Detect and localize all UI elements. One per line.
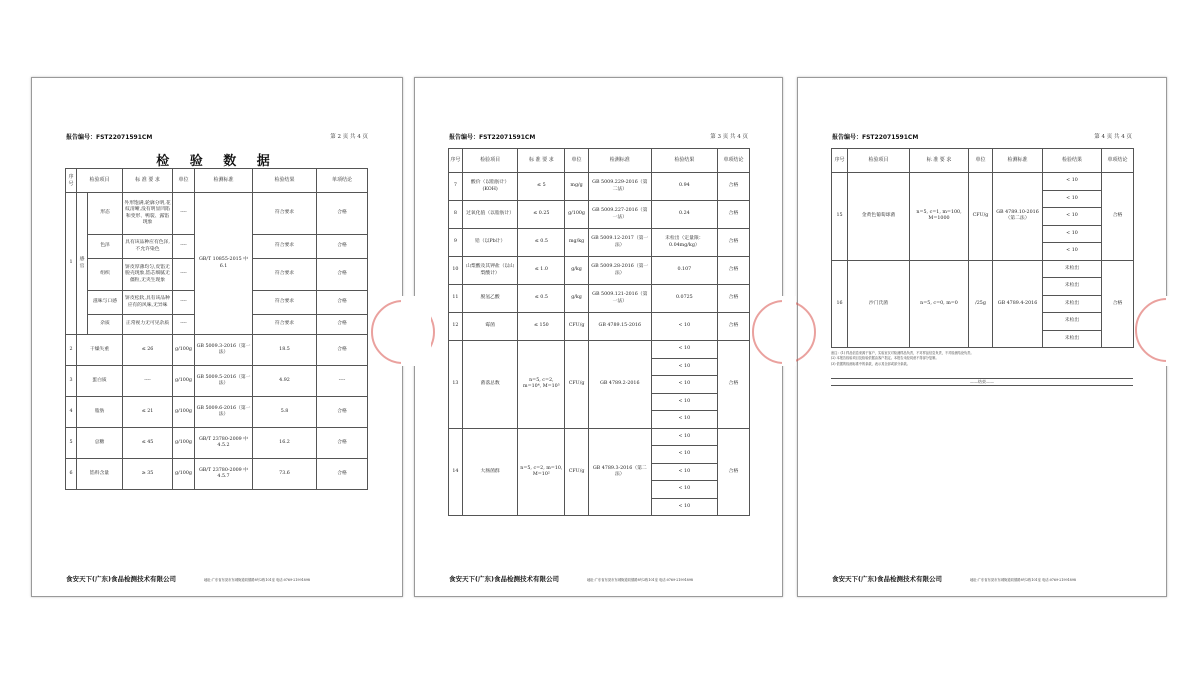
item-name: 干燥失重: [77, 335, 123, 366]
footer-address: 地址:广东省东莞市东城街道同德路8号2栋101室 电话:0769-21991898: [204, 578, 310, 582]
unit: mg/kg: [565, 229, 588, 257]
result: < 10: [651, 313, 717, 341]
unit: g/100g: [173, 459, 195, 490]
col-header: 检测标准: [588, 149, 651, 173]
item-name: 组织: [88, 259, 123, 291]
result: 未检出: [1043, 295, 1102, 313]
unit: CFU/g: [969, 173, 993, 261]
col-header: 单位: [969, 149, 993, 173]
requirement: ≤ 150: [518, 313, 565, 341]
test-standard: GB/T 23780-2009 中 4.5.2: [195, 428, 253, 459]
table-row: [66, 335, 368, 366]
report-page-2: [31, 77, 403, 597]
row-number: 15: [832, 173, 848, 261]
result: < 10: [651, 411, 717, 429]
col-header: 检验结果: [1043, 149, 1102, 173]
requirement: ----: [123, 366, 173, 397]
requirement: ≤ 0.5: [518, 285, 565, 313]
note-line: (2) 本报告检验项目及检验依据由客户指定。本报告未经同意不得部分复制。: [831, 356, 939, 361]
item-name: 山梨酸及其钾盐（以山梨酸计）: [462, 257, 518, 285]
test-standard: GB 4789.15-2016: [588, 313, 651, 341]
requirement: ≤ 45: [123, 428, 173, 459]
table-row: [449, 313, 750, 341]
results-table: [448, 148, 750, 516]
note-line: 备注：(1) 样品信息来源于客户，实验室仅对检测样品负责，不对样品信息负责，不对检测结论负责。: [831, 351, 974, 355]
results-table: [831, 148, 1134, 348]
test-standard: GB 4789.10-2016（第二法）: [993, 173, 1043, 261]
result: < 10: [651, 393, 717, 411]
unit: CFU/g: [565, 313, 588, 341]
item-name: 滋味与口感: [88, 291, 123, 315]
col-header: 检验结果: [651, 149, 717, 173]
test-standard: GB 5009.121-2016（第一法）: [588, 285, 651, 313]
end-mark: ——结束——: [831, 378, 1133, 386]
test-standard: GB 5009.5-2016（第一法）: [195, 366, 253, 397]
unit: g/100g: [173, 397, 195, 428]
result: < 10: [651, 498, 717, 516]
col-header: 序号: [66, 169, 77, 193]
result: 未检出: [1043, 330, 1102, 348]
test-standard: GB 5009.6-2016（第一法）: [195, 397, 253, 428]
conclusion: 合格: [317, 235, 368, 259]
report-notes: [831, 351, 1133, 367]
result: 0.107: [651, 257, 717, 285]
row-number: 12: [449, 313, 463, 341]
row-number: 1: [66, 193, 77, 335]
report-page-4: [797, 77, 1167, 597]
col-header: 单项结论: [317, 169, 368, 193]
unit: ----: [173, 193, 195, 235]
group-label: 感官: [77, 193, 88, 335]
table-row: [449, 229, 750, 257]
page-title: 检 验 数 据: [156, 154, 278, 169]
table-row: [66, 193, 368, 235]
result: 符合要求: [253, 235, 317, 259]
unit: g/100g: [565, 201, 588, 229]
col-header: 单位: [173, 169, 195, 193]
conclusion: 合格: [717, 341, 749, 429]
requirement: n=5, c=2, m=10⁴, M=10⁵: [518, 341, 565, 429]
col-header: 序号: [832, 149, 848, 173]
result: 符合要求: [253, 193, 317, 235]
result: 4.92: [253, 366, 317, 397]
table-row: [66, 397, 368, 428]
test-standard: GB 4789.2-2016: [588, 341, 651, 429]
item-name: 馅料含量: [77, 459, 123, 490]
test-standard: GB 5009.3-2016（第一法）: [195, 335, 253, 366]
row-number: 13: [449, 341, 463, 429]
requirement: ≤ 0.5: [518, 229, 565, 257]
row-number: 7: [449, 173, 463, 201]
result: 符合要求: [253, 315, 317, 335]
conclusion: ----: [317, 366, 368, 397]
result: 0.24: [651, 201, 717, 229]
unit: CFU/g: [565, 341, 588, 429]
result: 16.2: [253, 428, 317, 459]
conclusion: 合格: [317, 397, 368, 428]
result: 未检出: [1043, 278, 1102, 296]
table-row: [66, 428, 368, 459]
col-header: 检验项目: [848, 149, 910, 173]
conclusion: 合格: [317, 259, 368, 291]
result: < 10: [651, 463, 717, 481]
result: < 10: [651, 358, 717, 376]
table-row: [449, 173, 750, 201]
conclusion: 合格: [1102, 173, 1134, 261]
item-name: 杂质: [88, 315, 123, 335]
conclusion: 合格: [317, 193, 368, 235]
row-number: 9: [449, 229, 463, 257]
result: < 10: [651, 428, 717, 446]
page-number: 第 2 页 共 4 页: [330, 134, 368, 140]
item-name: 形态: [88, 193, 123, 235]
result: 5.8: [253, 397, 317, 428]
row-number: 16: [832, 260, 848, 348]
table-row: [449, 201, 750, 229]
conclusion: 合格: [717, 173, 749, 201]
result: < 10: [1043, 208, 1102, 226]
result: < 10: [1043, 243, 1102, 261]
report-page-3: [414, 77, 783, 597]
conclusion: 合格: [717, 257, 749, 285]
row-number: 14: [449, 428, 463, 516]
row-number: 8: [449, 201, 463, 229]
requirement: 外形饱满,轮廓分明,花纹清晰,没有明显凹陷和变形、鸭裂、露馅现象: [123, 193, 173, 235]
item-name: 脱氢乙酸: [462, 285, 518, 313]
footer-company: 食安天下(广东)食品检测技术有限公司: [449, 575, 559, 583]
table-row: [449, 428, 750, 446]
report-number: 报告编号：FST22071591CM: [66, 134, 153, 141]
result: < 10: [651, 376, 717, 394]
conclusion: 合格: [317, 335, 368, 366]
test-standard: GB 5009.28-2016（第一法）: [588, 257, 651, 285]
test-standard: GB 5009.227-2016（第一法）: [588, 201, 651, 229]
item-name: 蛋白质: [77, 366, 123, 397]
requirement: ≤ 5: [518, 173, 565, 201]
row-number: 10: [449, 257, 463, 285]
item-name: 酸价（以脂肪计）(KOH): [462, 173, 518, 201]
page-gap: [1166, 296, 1198, 366]
col-header: 标 准 要 求: [123, 169, 173, 193]
item-name: 总糖: [77, 428, 123, 459]
result: < 10: [651, 341, 717, 359]
unit: g/100g: [173, 428, 195, 459]
item-name: 脂肪: [77, 397, 123, 428]
requirement: n=5, c=1, m=100, M=1000: [910, 173, 969, 261]
col-header: 单项结论: [1102, 149, 1134, 173]
result: 未检出: [1043, 313, 1102, 331]
note-line: (3) 依据的检测标准中的条款，表示其全部或部分条款。: [831, 361, 910, 366]
item-name: 金黄色葡萄球菌: [848, 173, 910, 261]
col-header: 单位: [565, 149, 588, 173]
col-header: 检测标准: [993, 149, 1043, 173]
requirement: n=5, c=2, m=10, M=10²: [518, 428, 565, 516]
table-row: [66, 366, 368, 397]
row-number: 4: [66, 397, 77, 428]
footer-company: 食安天下(广东)食品检测技术有限公司: [832, 575, 942, 583]
table-row: [66, 459, 368, 490]
report-number: 报告编号：FST22071591CM: [449, 134, 536, 141]
table-row: [832, 173, 1134, 191]
unit: ----: [173, 235, 195, 259]
col-header: 检测标准: [195, 169, 253, 193]
item-name: 过氧化值（以脂肪计）: [462, 201, 518, 229]
col-header: 检验项目: [462, 149, 518, 173]
table-row: [832, 260, 1134, 278]
result: 0.0725: [651, 285, 717, 313]
item-name: 大肠菌群: [462, 428, 518, 516]
requirement: 具有该品种应有色泽,不允许染色: [123, 235, 173, 259]
result: < 10: [651, 481, 717, 499]
conclusion: 合格: [317, 428, 368, 459]
requirement: ≥ 35: [123, 459, 173, 490]
result: 0.94: [651, 173, 717, 201]
result: 18.5: [253, 335, 317, 366]
footer-address: 地址:广东省东莞市东城街道同德路8号2栋101室 电话:0769-21991898: [587, 578, 693, 582]
unit: g/100g: [173, 335, 195, 366]
result: 73.6: [253, 459, 317, 490]
page-number: 第 3 页 共 4 页: [710, 134, 748, 140]
conclusion: 合格: [717, 313, 749, 341]
conclusion: 合格: [317, 459, 368, 490]
row-number: 2: [66, 335, 77, 366]
requirement: 饼皮厚薄均匀,皮馅无脱壳现象,馅芯细腻无僵粒,无夹生现象: [123, 259, 173, 291]
conclusion: 合格: [1102, 260, 1134, 348]
item-name: 菌落总数: [462, 341, 518, 429]
col-header: 序号: [449, 149, 463, 173]
col-header: 标 准 要 求: [518, 149, 565, 173]
row-number: 11: [449, 285, 463, 313]
conclusion: 合格: [317, 291, 368, 315]
item-name: 色泽: [88, 235, 123, 259]
col-header: 检验结果: [253, 169, 317, 193]
conclusion: 合格: [717, 428, 749, 516]
result: 未检出（定量限：0.04mg/kg）: [651, 229, 717, 257]
result: < 10: [1043, 190, 1102, 208]
requirement: ≤ 1.0: [518, 257, 565, 285]
result: 未检出: [1043, 260, 1102, 278]
result: < 10: [1043, 173, 1102, 191]
table-row: [449, 257, 750, 285]
unit: g/kg: [565, 257, 588, 285]
requirement: n=5, c=0, m=0: [910, 260, 969, 348]
item-name: 霉菌: [462, 313, 518, 341]
table-row: [449, 341, 750, 359]
result: 符合要求: [253, 259, 317, 291]
footer-company: 食安天下(广东)食品检测技术有限公司: [66, 575, 176, 583]
test-standard: GB/T 10855-2015 中 6.1: [195, 193, 253, 335]
requirement: 正常视力无可见杂质: [123, 315, 173, 335]
requirement: ≤ 21: [123, 397, 173, 428]
test-standard: GB 4789.4-2016: [993, 260, 1043, 348]
test-standard: GB/T 23780-2009 中 4.5.7: [195, 459, 253, 490]
row-number: 6: [66, 459, 77, 490]
conclusion: 合格: [717, 201, 749, 229]
unit: ----: [173, 291, 195, 315]
result: < 10: [1043, 225, 1102, 243]
report-number: 报告编号：FST22071591CM: [832, 134, 919, 141]
result: 符合要求: [253, 291, 317, 315]
results-table: [65, 168, 368, 490]
page-gap: [401, 296, 431, 366]
conclusion: 合格: [317, 315, 368, 335]
unit: ----: [173, 315, 195, 335]
page-number: 第 4 页 共 4 页: [1094, 134, 1132, 140]
requirement: 饼皮松软,具有该品种应有的风味,无异味: [123, 291, 173, 315]
footer-address: 地址:广东省东莞市东城街道同德路8号2栋101室 电话:0769-21991898: [970, 578, 1076, 582]
row-number: 3: [66, 366, 77, 397]
unit: ----: [173, 259, 195, 291]
requirement: ≤ 0.25: [518, 201, 565, 229]
page-gap: [782, 296, 796, 366]
unit: CFU/g: [565, 428, 588, 516]
row-number: 5: [66, 428, 77, 459]
result: < 10: [651, 446, 717, 464]
test-standard: GB 5009.12-2017（第一法）: [588, 229, 651, 257]
test-standard: GB 5009.229-2016（第二法）: [588, 173, 651, 201]
conclusion: 合格: [717, 285, 749, 313]
unit: g/kg: [565, 285, 588, 313]
col-header: 单项结论: [717, 149, 749, 173]
col-header: 标 准 要 求: [910, 149, 969, 173]
conclusion: 合格: [717, 229, 749, 257]
table-row: [449, 285, 750, 313]
test-standard: GB 4789.3-2016（第二法）: [588, 428, 651, 516]
unit: g/100g: [173, 366, 195, 397]
unit: mg/g: [565, 173, 588, 201]
item-name: 沙门氏菌: [848, 260, 910, 348]
col-header: 检验项目: [77, 169, 123, 193]
requirement: ≤ 26: [123, 335, 173, 366]
unit: /25g: [969, 260, 993, 348]
item-name: 铅（以Pb计）: [462, 229, 518, 257]
